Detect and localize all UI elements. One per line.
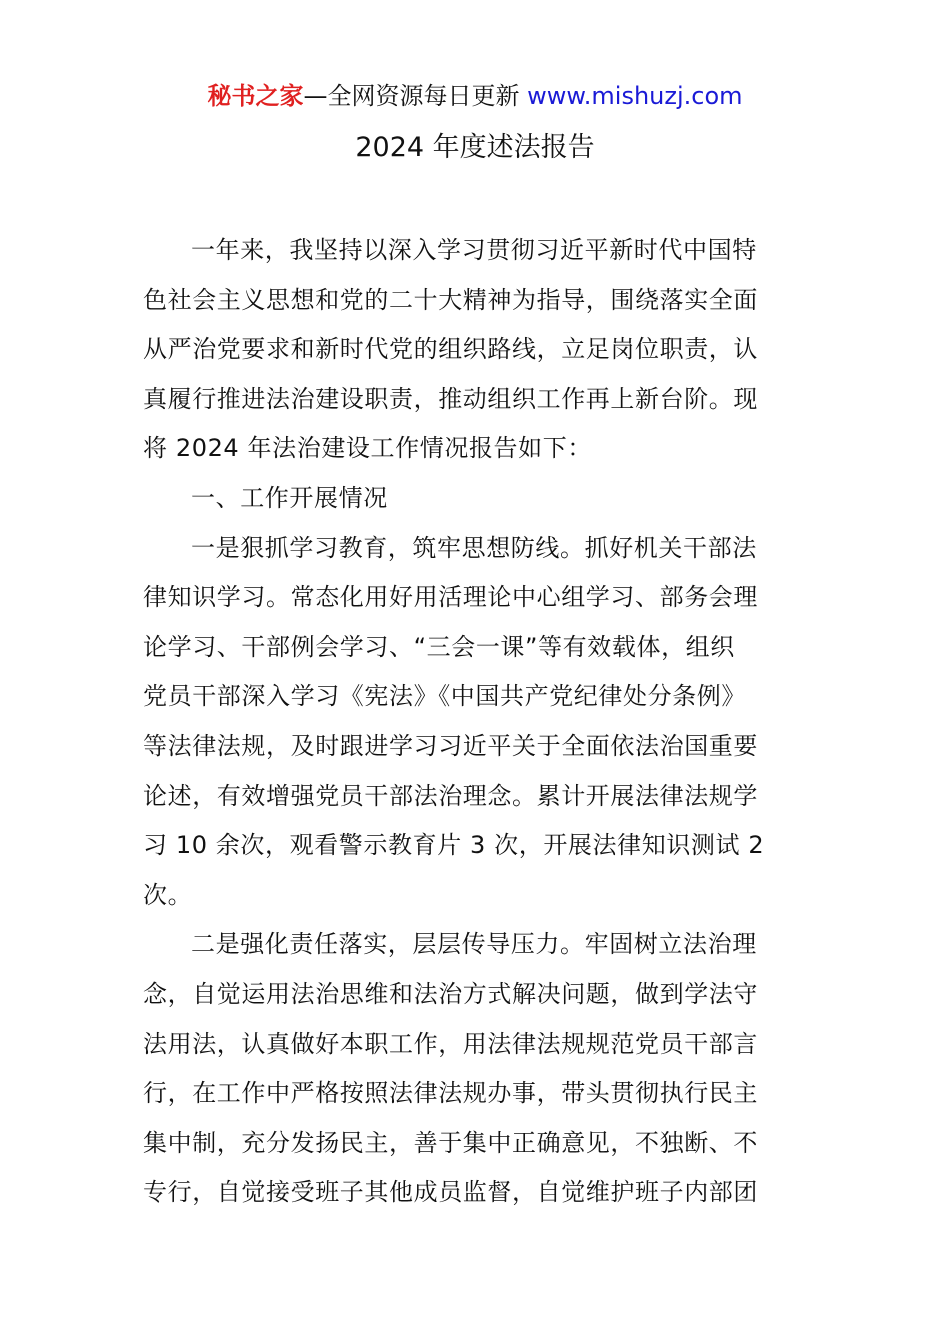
paragraph-line: 法用法，认真做好本职工作，用法律法规规范党员干部言 bbox=[143, 1029, 758, 1058]
section-heading: 一、工作开展情况 bbox=[191, 483, 388, 512]
paragraph-line: 论学习、干部例会学习、“三会一课”等有效载体，组织 bbox=[143, 632, 735, 661]
paragraph-line: 将 2024 年法治建设工作情况报告如下： bbox=[143, 434, 592, 463]
paragraph-line: 念，自觉运用法治思维和法治方式解决问题，做到学法守 bbox=[143, 979, 758, 1008]
paragraph-line: 集中制，充分发扬民主，善于集中正确意见，不独断、不 bbox=[143, 1128, 758, 1157]
paragraph-line: 专行，自觉接受班子其他成员监督，自觉维护班子内部团 bbox=[143, 1178, 758, 1207]
paragraph-line: 等法律法规，及时跟进学习习近平关于全面依法治国重要 bbox=[143, 731, 758, 760]
paragraph-line: 次。 bbox=[143, 880, 193, 909]
paragraph-line: 二是强化责任落实，层层传导压力。牢固树立法治理 bbox=[191, 930, 757, 959]
paragraph-line: 党员干部深入学习《宪法》《中国共产党纪律处分条例》 bbox=[143, 682, 746, 711]
document-title: 2024 年度述法报告 bbox=[355, 132, 595, 163]
paragraph-line: 一年来，我坚持以深入学习贯彻习近平新时代中国特 bbox=[191, 236, 757, 264]
paragraph-line: 行，在工作中严格按照法律法规办事，带头贯彻执行民主 bbox=[143, 1079, 758, 1108]
paragraph-line: 真履行推进法治建设职责，推动组织工作再上新台阶。现 bbox=[143, 384, 758, 413]
site-header bbox=[0, 80, 950, 112]
site-url-link[interactable]: www.mishuzj.com bbox=[527, 82, 743, 110]
paragraph-line: 论述，有效增强党员干部法治理念。累计开展法律法规学 bbox=[143, 781, 758, 810]
document-body bbox=[143, 226, 811, 1218]
paragraph-line: 色社会主义思想和党的二十大精神为指导，围绕落实全面 bbox=[143, 285, 758, 314]
paragraph-line: 律知识学习。常态化用好用活理论中心组学习、部务会理 bbox=[143, 583, 758, 612]
paragraph-line: 一是狠抓学习教育，筑牢思想防线。抓好机关干部法 bbox=[191, 533, 757, 562]
paragraph-line: 习 10 余次，观看警示教育片 3 次，开展法律知识测试 2 bbox=[143, 831, 765, 860]
site-brand: 秘书之家 bbox=[207, 82, 304, 110]
paragraph-line: 从严治党要求和新时代党的组织路线，立足岗位职责，认 bbox=[143, 335, 758, 364]
site-tagline: —全网资源每日更新 bbox=[303, 82, 528, 110]
